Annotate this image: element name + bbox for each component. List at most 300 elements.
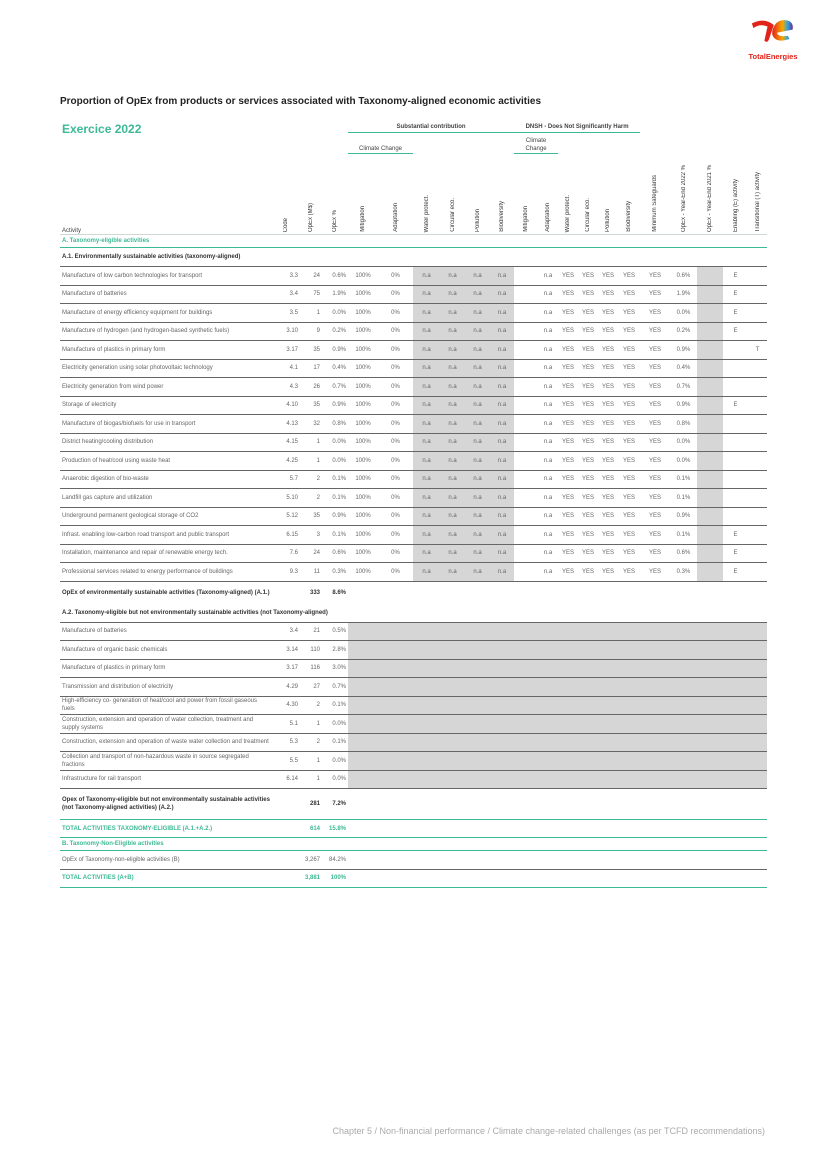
table-cell: YES (598, 563, 618, 582)
table-cell: 17 (300, 359, 322, 378)
total-opex: 281 (300, 789, 322, 820)
column-header (558, 154, 578, 235)
table-cell: n.a (440, 359, 465, 378)
table-cell: YES (578, 285, 598, 304)
column-header-label: Mitigation (360, 206, 366, 232)
table-cell: 4.1 (272, 359, 300, 378)
table-cell: 0% (378, 304, 413, 323)
table-cell: n.a (465, 507, 490, 526)
column-header-label: Enabling (E) activity (732, 178, 739, 232)
table-cell: n.a (440, 489, 465, 508)
table-cell: n.a (490, 544, 514, 563)
table-cell: 7.6 (272, 544, 300, 563)
grand-total-row (60, 869, 767, 887)
table-cell (697, 563, 723, 582)
table-cell: YES (618, 563, 640, 582)
table-cell: YES (640, 378, 670, 397)
table-cell: 0.3% (670, 563, 697, 582)
table-row (60, 563, 767, 582)
table-cell: 0% (378, 489, 413, 508)
table-header (60, 120, 767, 235)
total-pct: 7.2% (322, 789, 348, 820)
column-header (640, 154, 670, 235)
table-cell: YES (558, 304, 578, 323)
total-opex: 614 (300, 820, 322, 838)
table-cell: 4.30 (272, 696, 300, 715)
table-cell: E (723, 285, 748, 304)
table-cell: YES (640, 452, 670, 471)
table-cell: YES (640, 563, 670, 582)
table-cell: 3.17 (272, 341, 300, 360)
table-cell: 100% (348, 285, 378, 304)
table-cell: n.a (440, 267, 465, 286)
table-cell: 0.7% (670, 378, 697, 397)
table-cell: YES (640, 433, 670, 452)
table-row (60, 752, 767, 771)
not-applicable-shaded (348, 678, 767, 697)
brand-name: TotalEnergies (748, 52, 798, 61)
table-cell: 0.7% (322, 378, 348, 397)
table-cell: 100% (348, 341, 378, 360)
table-cell: n.a (490, 267, 514, 286)
table-cell: 5.12 (272, 507, 300, 526)
table-cell: 5.5 (272, 752, 300, 771)
table-cell: YES (598, 452, 618, 471)
table-cell: YES (618, 359, 640, 378)
table-cell: YES (598, 470, 618, 489)
table-cell: YES (640, 470, 670, 489)
table-cell (748, 322, 767, 341)
table-cell (723, 470, 748, 489)
table-cell: n.a (465, 359, 490, 378)
table-cell: E (723, 396, 748, 415)
activity-name: Construction, extension and operation of waste water collection and treatment (60, 733, 272, 752)
table-cell: 0% (378, 415, 413, 434)
table-cell: 100% (348, 526, 378, 545)
table-cell (723, 507, 748, 526)
table-cell (748, 489, 767, 508)
table-cell: 0.9% (670, 341, 697, 360)
not-applicable-shaded (348, 696, 767, 715)
table-cell: 0.0% (670, 452, 697, 471)
table-cell: YES (578, 470, 598, 489)
table-cell: n.a (490, 489, 514, 508)
table-cell: 0.2% (322, 322, 348, 341)
table-cell: n.a (440, 433, 465, 452)
activity-name: Manufacture of low carbon technologies for transport (60, 267, 272, 286)
table-row (60, 678, 767, 697)
table-cell: 100% (348, 563, 378, 582)
table-cell: YES (578, 322, 598, 341)
table-row (60, 622, 767, 641)
table-cell (697, 267, 723, 286)
table-cell: 110 (300, 641, 322, 660)
table-cell: YES (598, 396, 618, 415)
dnsh-header: DNSH - Does Not Significantly Harm (514, 120, 640, 133)
table-row (60, 267, 767, 286)
table-cell: n.a (538, 415, 558, 434)
table-cell: E (723, 304, 748, 323)
column-header-label: Mitigation (523, 206, 530, 232)
table-cell: YES (578, 267, 598, 286)
table-cell: YES (558, 433, 578, 452)
table-cell: 4.3 (272, 378, 300, 397)
table-cell: n.a (465, 526, 490, 545)
table-cell: n.a (465, 544, 490, 563)
table-cell: n.a (490, 396, 514, 415)
table-cell (748, 415, 767, 434)
table-cell (697, 285, 723, 304)
table-cell (723, 489, 748, 508)
not-applicable-shaded (348, 622, 767, 641)
table-cell: n.a (538, 563, 558, 582)
table-cell (748, 452, 767, 471)
table-cell (748, 378, 767, 397)
table-cell: 4.13 (272, 415, 300, 434)
table-row (60, 396, 767, 415)
table-cell: 32 (300, 415, 322, 434)
column-header-label: Adaptation (545, 203, 552, 232)
table-cell: 100% (348, 470, 378, 489)
table-cell: 3.4 (272, 622, 300, 641)
total-label: OpEx of environmentally sustainable activities (Taxonomy-aligned) (A.1.) (62, 589, 270, 596)
column-header-label: Pollution (474, 208, 481, 232)
section-b-row (60, 838, 767, 851)
non-eligible-row (60, 851, 767, 870)
table-cell: n.a (465, 341, 490, 360)
table-row (60, 770, 767, 789)
table-cell (514, 341, 538, 360)
table-cell: n.a (413, 285, 440, 304)
table-cell (697, 396, 723, 415)
table-cell: YES (640, 489, 670, 508)
table-cell: 0.0% (322, 304, 348, 323)
table-cell: 2 (300, 696, 322, 715)
activity-name: Electricity generation from wind power (60, 378, 272, 397)
column-header (670, 154, 697, 235)
table-cell: 0.6% (670, 267, 697, 286)
table-cell: n.a (538, 359, 558, 378)
table-cell: 5.7 (272, 470, 300, 489)
column-header (598, 154, 618, 235)
column-header (723, 154, 748, 235)
table-cell: YES (598, 544, 618, 563)
table-cell: YES (618, 415, 640, 434)
table-cell: 2 (300, 733, 322, 752)
table-cell: n.a (440, 526, 465, 545)
table-cell: 1 (300, 452, 322, 471)
activity-name: Manufacture of plastics in primary form (60, 341, 272, 360)
table-cell: 0% (378, 285, 413, 304)
activity-name: High-efficiency co- generation of heat/cool and power from fossil gaseous fuels (60, 696, 272, 715)
section-heading: B. Taxonomy-Non-Eligible activities (60, 838, 767, 851)
table-cell: YES (618, 378, 640, 397)
column-header (748, 154, 767, 235)
table-cell: YES (618, 341, 640, 360)
table-cell: 3.4 (272, 285, 300, 304)
table-row (60, 641, 767, 660)
table-cell: 0% (378, 433, 413, 452)
table-cell (748, 563, 767, 582)
column-header (378, 154, 413, 235)
table-cell: 1.9% (322, 285, 348, 304)
substantial-contribution-header: Substantial contribution (348, 120, 514, 133)
not-applicable-shaded (348, 752, 767, 771)
table-cell: 3 (300, 526, 322, 545)
table-cell: 75 (300, 285, 322, 304)
table-cell: YES (618, 489, 640, 508)
table-cell: YES (598, 507, 618, 526)
table-cell: n.a (538, 341, 558, 360)
table-cell (272, 869, 300, 887)
table-cell: n.a (465, 452, 490, 471)
table-cell: 100% (348, 452, 378, 471)
table-cell: YES (578, 433, 598, 452)
table-row (60, 733, 767, 752)
table-cell: YES (598, 304, 618, 323)
table-cell: n.a (490, 415, 514, 434)
table-cell: 0% (378, 544, 413, 563)
column-header-label: OpEx - Year-End 2022 % (680, 164, 687, 232)
activity-name: Landfill gas capture and utilization (60, 489, 272, 508)
section-heading: A. Taxonomy-eligible activities (60, 235, 767, 248)
activity-name: Manufacture of hydrogen (and hydrogen-based synthetic fuels) (60, 322, 272, 341)
table-cell: n.a (413, 544, 440, 563)
table-cell: n.a (440, 304, 465, 323)
total-label: Opex of Taxonomy-eligible but not environmentally sustainable activities (not Taxonomy-aligned activities) (A.2.) (60, 789, 272, 820)
table-cell (748, 507, 767, 526)
section-heading: A.2. Taxonomy-eligible but not environmentally sustainable activities (not Taxonomy-aligned) (60, 604, 767, 623)
table-cell: n.a (465, 267, 490, 286)
table-cell: 100% (348, 396, 378, 415)
table-cell: YES (598, 359, 618, 378)
table-cell: YES (578, 544, 598, 563)
table-cell (348, 789, 767, 820)
table-cell: YES (598, 526, 618, 545)
table-cell: n.a (538, 322, 558, 341)
table-cell: YES (618, 396, 640, 415)
column-header (322, 154, 348, 235)
table-cell: 0% (378, 526, 413, 545)
table-cell: 0% (378, 452, 413, 471)
table-cell: YES (640, 341, 670, 360)
total-opex: 3,881 (300, 869, 322, 887)
column-header-label: OpEx % (332, 209, 338, 232)
table-cell (514, 378, 538, 397)
table-cell: 0.1% (322, 696, 348, 715)
table-cell (697, 304, 723, 323)
activity-name: Underground permanent geological storage of CO2 (60, 507, 272, 526)
activity-name: Anaerobic digestion of bio-waste (60, 470, 272, 489)
table-cell: YES (618, 544, 640, 563)
column-header-label: Transitional (T) activity (754, 171, 761, 232)
table-cell (723, 341, 748, 360)
table-cell: 0% (378, 396, 413, 415)
table-cell (697, 544, 723, 563)
total-opex: 333 (309, 589, 320, 596)
table-cell: 3.5 (272, 304, 300, 323)
table-cell: 0.1% (670, 489, 697, 508)
section-a-row (60, 235, 767, 248)
table-cell: n.a (440, 470, 465, 489)
table-cell: YES (640, 359, 670, 378)
table-cell (748, 526, 767, 545)
column-header (697, 154, 723, 235)
table-cell: 11 (300, 563, 322, 582)
column-header-label: Pollution (605, 208, 612, 232)
table-cell (514, 285, 538, 304)
total-label: TOTAL ACTIVITIES TAXONOMY-ELIGIBLE (A.1.+A.2.) (60, 820, 272, 838)
table-cell: 100% (348, 267, 378, 286)
table-cell (514, 359, 538, 378)
table-cell (348, 820, 767, 838)
table-cell: YES (578, 378, 598, 397)
table-cell: 6.14 (272, 770, 300, 789)
table-container (60, 120, 767, 888)
section-heading: A.1. Environmentally sustainable activities (taxonomy-aligned) (60, 248, 767, 267)
table-cell: 0% (378, 563, 413, 582)
table-cell: YES (640, 267, 670, 286)
table-cell: 0.9% (322, 507, 348, 526)
activity-name: Manufacture of plastics in primary form (60, 659, 272, 678)
table-cell (697, 470, 723, 489)
table-cell: n.a (465, 304, 490, 323)
table-cell: 0.9% (670, 396, 697, 415)
table-cell (514, 396, 538, 415)
table-cell: n.a (440, 322, 465, 341)
column-header (272, 154, 300, 235)
not-applicable-shaded (348, 641, 767, 660)
eligible-total-row (60, 820, 767, 838)
table-cell: YES (578, 359, 598, 378)
table-cell (723, 452, 748, 471)
exercice-label: Exercice 2022 (62, 122, 142, 136)
table-cell: 2 (300, 470, 322, 489)
table-cell: YES (558, 526, 578, 545)
activity-name: Infrast. enabling low-carbon road transport and public transport (60, 526, 272, 545)
section-a1-row (60, 248, 767, 267)
column-header-label: Biodiversity (626, 201, 633, 232)
table-cell (697, 452, 723, 471)
table-cell: YES (578, 563, 598, 582)
table-cell: 100% (348, 433, 378, 452)
table-cell: YES (558, 507, 578, 526)
not-applicable-shaded (348, 715, 767, 734)
activity-name: Manufacture of organic basic chemicals (60, 641, 272, 660)
table-cell: 35 (300, 396, 322, 415)
table-cell: n.a (538, 378, 558, 397)
table-cell (697, 322, 723, 341)
table-row (60, 526, 767, 545)
table-row (60, 341, 767, 360)
table-cell: YES (640, 526, 670, 545)
table-cell (514, 415, 538, 434)
table-row (60, 304, 767, 323)
table-cell: 2 (300, 489, 322, 508)
table-cell: YES (640, 544, 670, 563)
activity-name: Collection and transport of non-hazardous waste in source segregated fractions (60, 752, 272, 771)
table-cell: n.a (490, 433, 514, 452)
table-cell (748, 304, 767, 323)
table-cell (697, 359, 723, 378)
table-cell: n.a (538, 470, 558, 489)
table-cell: n.a (538, 544, 558, 563)
table-row (60, 433, 767, 452)
activity-name: Infrastructure for rail transport (60, 770, 272, 789)
table-cell: n.a (413, 433, 440, 452)
table-cell: 26 (300, 378, 322, 397)
table-cell: n.a (413, 304, 440, 323)
table-row (60, 659, 767, 678)
column-header-label: Biodiversity (499, 201, 506, 232)
activity-name: Professional services related to energy performance of buildings (60, 563, 272, 582)
table-cell: YES (618, 267, 640, 286)
table-cell: YES (558, 285, 578, 304)
table-cell: n.a (465, 415, 490, 434)
activity-header: Activity (60, 154, 272, 235)
table-row (60, 470, 767, 489)
table-cell: n.a (413, 341, 440, 360)
table-cell: n.a (538, 304, 558, 323)
table-cell: n.a (490, 507, 514, 526)
table-cell: 1.9% (670, 285, 697, 304)
table-cell (748, 267, 767, 286)
table-cell: n.a (413, 507, 440, 526)
table-cell (748, 433, 767, 452)
table-cell (514, 304, 538, 323)
table-cell (348, 851, 767, 870)
table-cell: 6.15 (272, 526, 300, 545)
table-cell: 35 (300, 341, 322, 360)
table-cell: YES (618, 526, 640, 545)
table-cell: E (723, 526, 748, 545)
table-cell: 0.6% (322, 544, 348, 563)
table-cell: 2.8% (322, 641, 348, 660)
not-applicable-shaded (348, 659, 767, 678)
table-cell: n.a (465, 322, 490, 341)
table-cell: 0.1% (322, 489, 348, 508)
table-row (60, 285, 767, 304)
table-row (60, 715, 767, 734)
table-cell: 0.1% (322, 733, 348, 752)
table-cell: E (723, 322, 748, 341)
table-cell: 100% (348, 322, 378, 341)
table-cell: 0% (378, 378, 413, 397)
table-cell: T (748, 341, 767, 360)
table-cell: 4.10 (272, 396, 300, 415)
table-cell: 0.9% (670, 507, 697, 526)
activity-name: Electricity generation using solar photovoltaic technology (60, 359, 272, 378)
table-cell: YES (598, 433, 618, 452)
table-cell: YES (640, 285, 670, 304)
table-cell: n.a (490, 322, 514, 341)
a1-total-row (60, 581, 767, 604)
dnsh-climate-change-header: Climate Change (514, 133, 558, 154)
table-cell: 0% (378, 507, 413, 526)
table-cell: 0% (378, 470, 413, 489)
table-cell: 0.5% (322, 622, 348, 641)
table-cell: YES (558, 415, 578, 434)
table-cell: 0.0% (670, 433, 697, 452)
table-cell: YES (618, 285, 640, 304)
table-cell: 3.10 (272, 322, 300, 341)
table-cell: 1 (300, 715, 322, 734)
table-row (60, 452, 767, 471)
column-header-label: Code (283, 217, 289, 232)
total-opex: 3,267 (300, 851, 322, 870)
table-cell (748, 396, 767, 415)
table-cell: 0.4% (322, 359, 348, 378)
